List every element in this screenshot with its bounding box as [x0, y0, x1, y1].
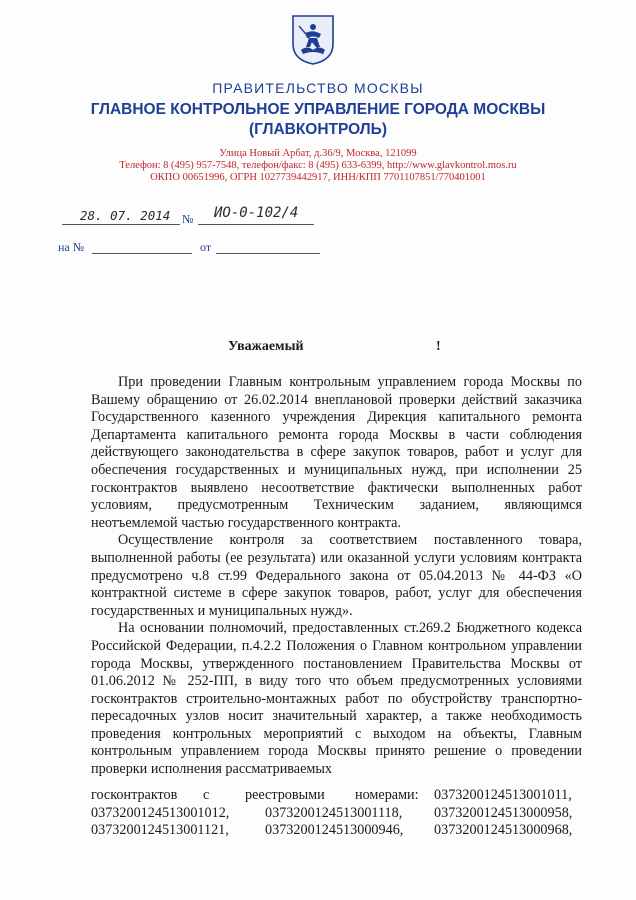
date-handwritten: 28. 07. 2014 — [80, 208, 171, 223]
number-underline — [198, 224, 314, 225]
organization-codes: ОКПО 00651996, ОГРН 1027739442917, ИНН/КПП 7701107851/770401001 — [150, 172, 486, 183]
date-underline — [62, 224, 180, 225]
intro-word: номерами: — [355, 787, 419, 803]
contract-numbers-row — [91, 822, 582, 840]
reply-number-label: на № — [58, 240, 85, 254]
contract-intro-row — [91, 787, 582, 805]
organization-address: Улица Новый Арбат, д.36/9, Москва, 121099 — [219, 148, 417, 159]
organization-short-name: (ГЛАВКОНТРОЛЬ) — [249, 121, 387, 138]
organization-name: ГЛАВНОЕ КОНТРОЛЬНОЕ УПРАВЛЕНИЕ ГОРОДА МОСКВЫ — [90, 101, 546, 118]
salutation: Уважаемый — [228, 339, 304, 354]
intro-word: с — [203, 787, 210, 803]
number-label: № — [182, 212, 194, 226]
contract-numbers-row — [91, 805, 582, 823]
reply-date-underline — [216, 253, 320, 254]
salutation-exclamation: ! — [436, 339, 441, 354]
paragraph-inspection: При проведении Главным контрольным управлением города Москвы по Вашему обращению от 26.02.2014 внеплановой проверки действий заказчика Государственного казенного учреждения Дирекция капитального ремонта Департамента капитального ремонта города Москвы в части соблюдения действующего законодательства в сфере закупок товаров, работ и услуг для обеспечения государственных и муниципальных нужд, при исполнении 25 госконтрактов выявлено несоответствие фактически выполненных работ условиям, предусмотренным Техническим заданием, являющимся неотъемлемой частью государственного контракта. — [91, 374, 582, 531]
contract-number: 0373200124513000946, — [265, 822, 404, 839]
government-title: ПРАВИТЕЛЬСТВО МОСКВЫ — [212, 80, 424, 96]
letter-body — [91, 374, 582, 779]
intro-word: реестровыми — [245, 787, 325, 803]
organization-contacts: Телефон: 8 (495) 957-7548, телефон/факс: 8 (495) 633-6399, http://www.glavkontrol.mos.ru — [119, 160, 517, 171]
contract-number: 0373200124513000958, — [434, 804, 573, 821]
contract-number: 0373200124513001118, — [265, 804, 403, 821]
contract-number: 0373200124513001012, — [91, 804, 230, 821]
intro-word: госконтрактов — [91, 787, 178, 803]
moscow-coat-of-arms-icon — [291, 14, 335, 66]
paragraph-decision: На основании полномочий, предоставленных ст.269.2 Бюджетного кодекса Российской Федерации, п.4.2.2 Положения о Главном контрольном управлении города Москвы, утвержденного постановлением Правительства Москвы от 01.06.2012 № 252-ПП, в виду того что объем предусмотренных условиями госконтрактов строительно-монтажных работ по обустройству транспортно-пересадочных узлов носит значительный характер, а также необходимость проведения контрольных мероприятий с выходом на объекты, Главным контрольным управлением города Москвы принято решение о проведении проверки исполнения рассматриваемых — [91, 620, 582, 778]
contract-number: 0373200124513001121, — [91, 822, 229, 839]
reply-number-underline — [92, 253, 192, 254]
number-handwritten: ИО-0-102/4 — [214, 205, 299, 221]
contract-number: 0373200124513001011, — [434, 787, 572, 803]
paragraph-legal-basis: Осуществление контроля за соответствием поставленного товара, выполненной работы (ее результата) или оказанной услуги условиям контракта предусмотрено ч.8 ст.99 Федерального закона от 05.04.2013 № 44-ФЗ «О контрактной системе в сфере закупок товаров, работ, услуг для обеспечения государственных и муниципальных нужд». — [91, 532, 582, 619]
reply-date-label: от — [200, 240, 212, 254]
contract-number: 0373200124513000968, — [434, 822, 573, 839]
